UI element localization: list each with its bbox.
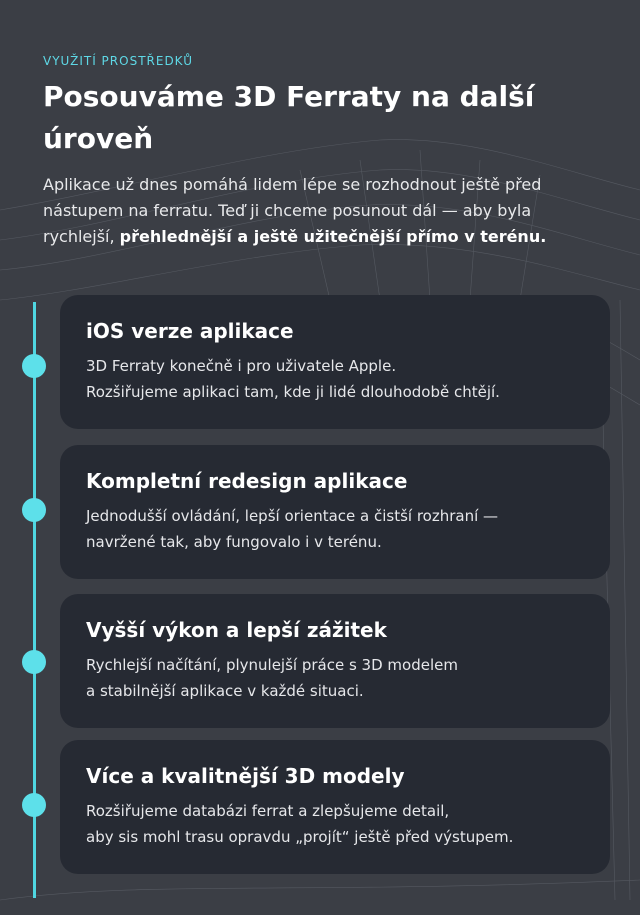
timeline-dot: [22, 793, 46, 817]
timeline-dot: [22, 498, 46, 522]
intro-bold-text: přehlednější a ještě užitečnější přímo v terénu.: [119, 227, 547, 246]
card-text: 3D Ferraty konečně i pro uživatele Apple. Rozšiřujeme aplikaci tam, kde ji lidé dlouhodobě chtějí.: [86, 357, 500, 401]
roadmap-card-ios: [60, 295, 610, 429]
roadmap-card-performance: [60, 594, 610, 728]
timeline-dot: [22, 650, 46, 674]
card-title: Vyšší výkon a lepší zážitek: [86, 618, 387, 642]
card-text: Rychlejší načítání, plynulejší práce s 3D modelem a stabilnější aplikace v každé situaci.: [86, 656, 458, 700]
page-title: Posouváme 3D Ferraty na další úroveň: [43, 80, 535, 155]
intro-text: Aplikace už dnes pomáhá lidem lépe se rozhodnout ještě před nástupem na ferratu. Teď ji chceme posunout dál — aby byla rychlejší,: [43, 175, 542, 246]
roadmap-card-3d-models: [60, 740, 610, 874]
card-title: iOS verze aplikace: [86, 319, 294, 343]
roadmap-card-redesign: [60, 445, 610, 579]
card-title: Kompletní redesign aplikace: [86, 469, 408, 493]
card-title: Více a kvalitnější 3D modely: [86, 764, 405, 788]
intro-paragraph: [43, 172, 603, 250]
section-eyebrow: VYUŽITÍ PROSTŘEDKŮ: [43, 54, 194, 68]
timeline-dot: [22, 354, 46, 378]
card-text: Jednodušší ovládání, lepší orientace a čistší rozhraní — navržené tak, aby fungovalo i v terénu.: [86, 507, 499, 551]
card-text: Rozšiřujeme databázi ferrat a zlepšujeme detail, aby sis mohl trasu opravdu „projít“ ještě před výstupem.: [86, 802, 514, 846]
